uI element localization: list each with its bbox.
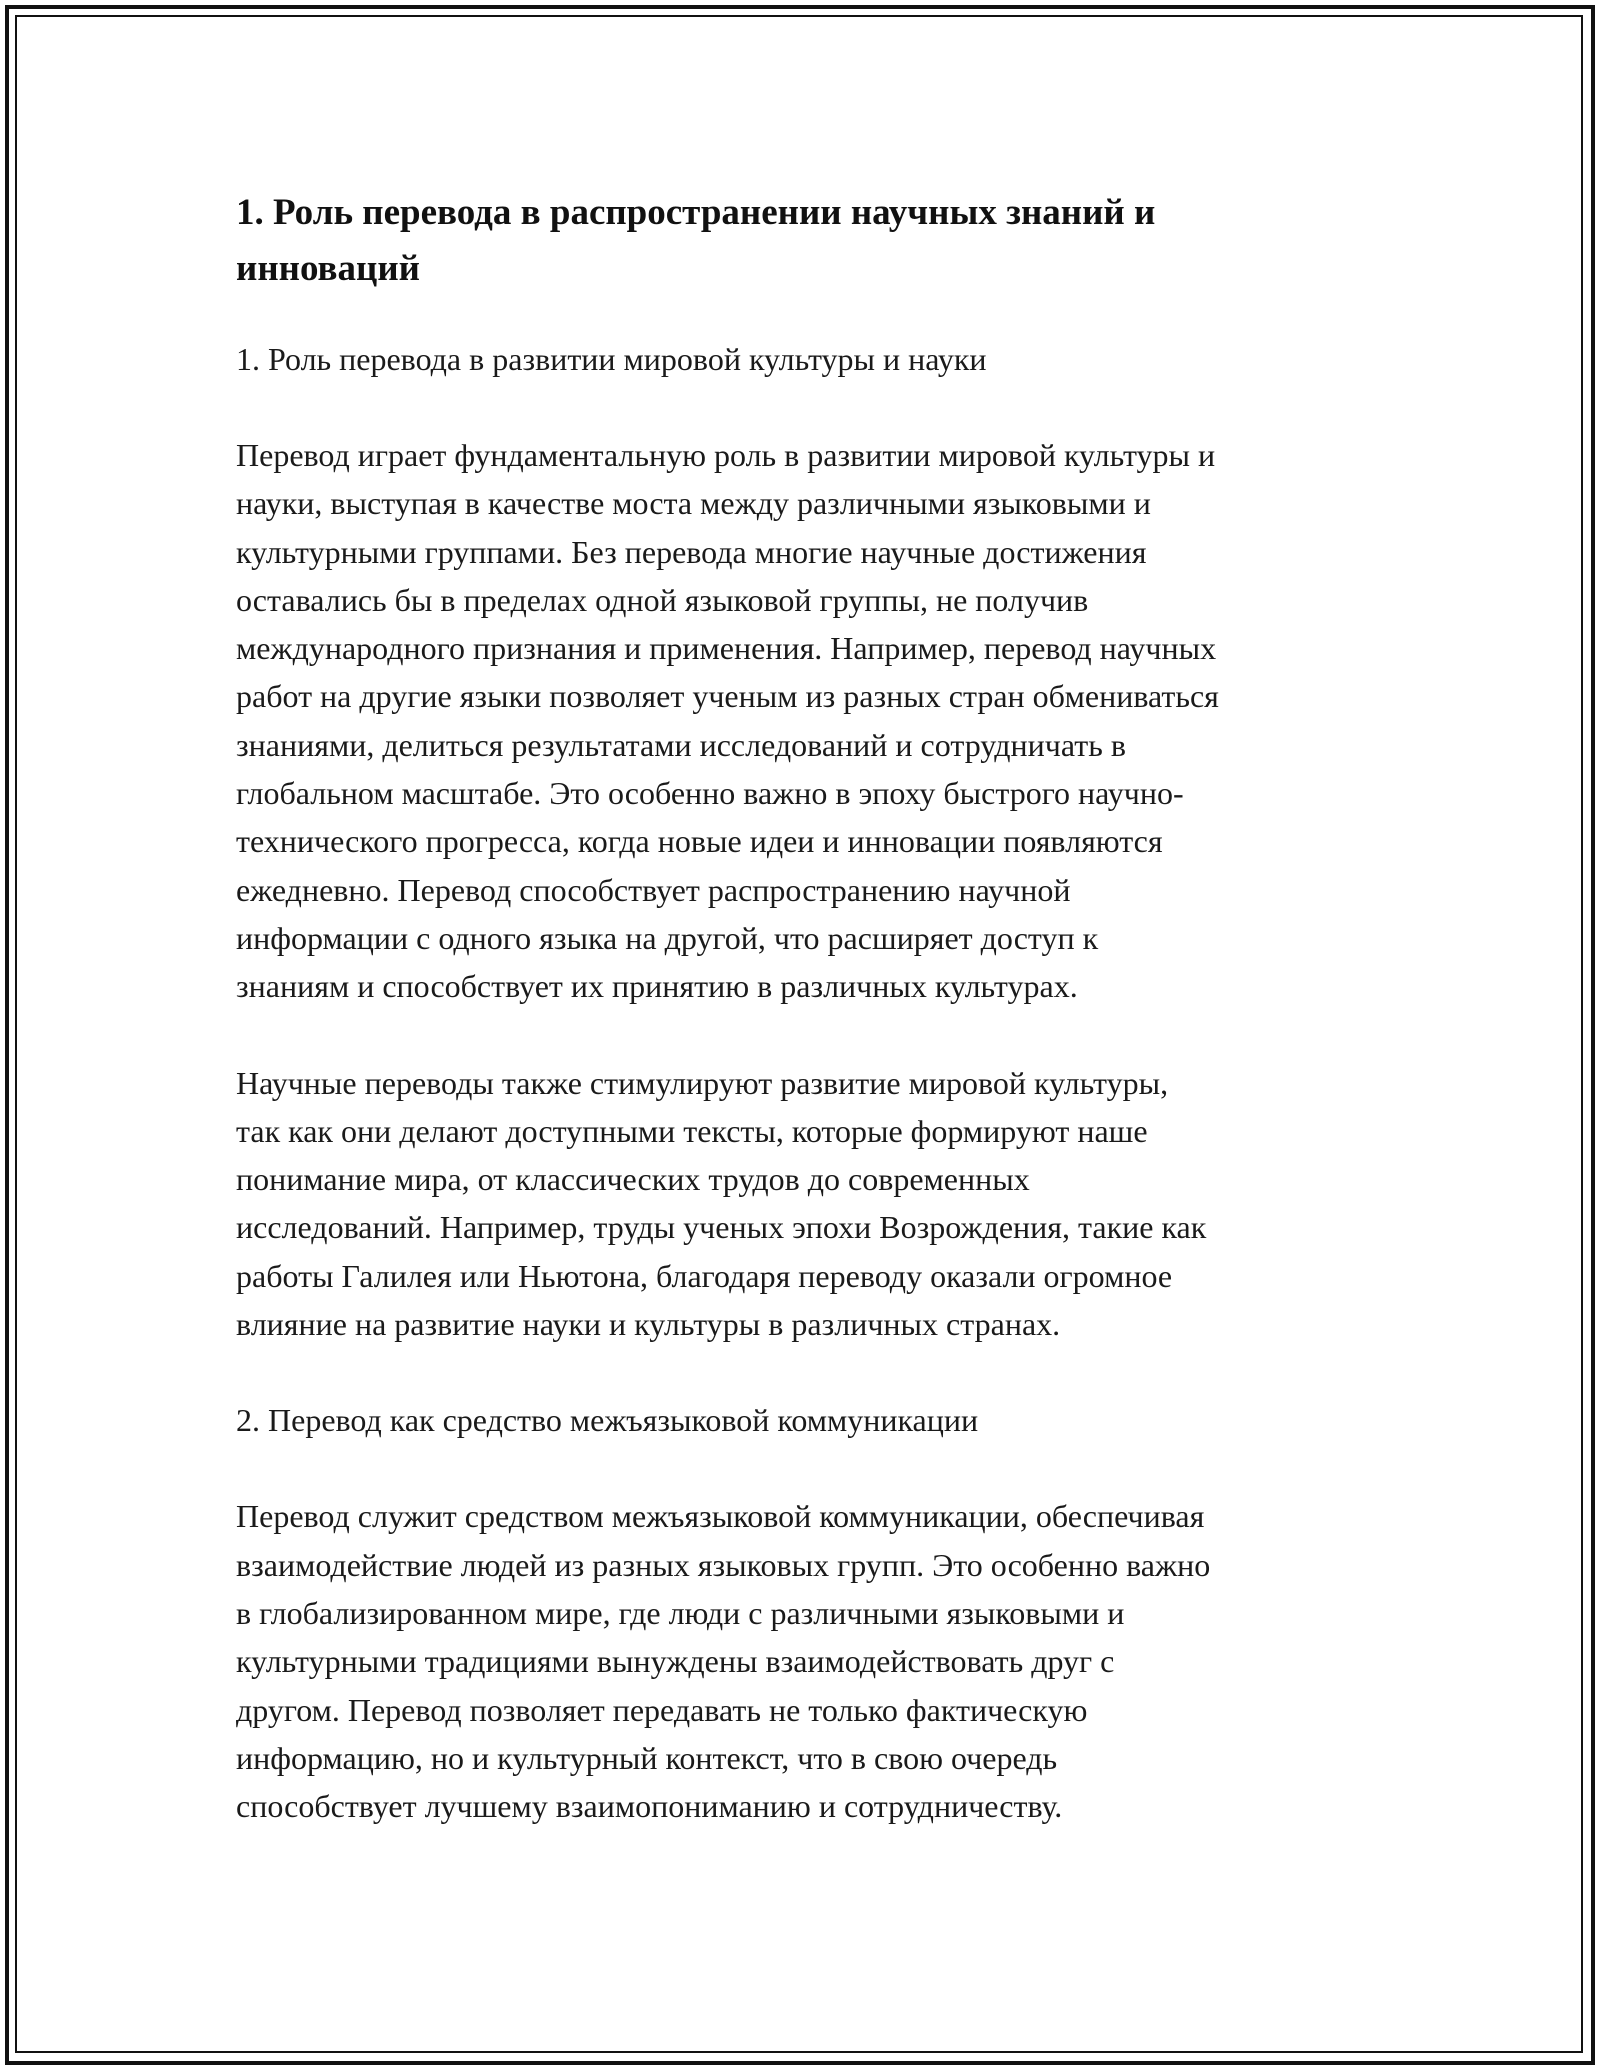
text-line: понимание мира, от классических трудов до современных [236, 1161, 1030, 1198]
section-2-paragraph-1 [236, 1492, 1386, 1830]
text-line: науки, выступая в качестве моста между различными языковыми и [236, 485, 1151, 522]
text-line: ежедневно. Перевод способствует распространению научной [236, 871, 1071, 908]
text-line: работы Галилея или Ньютона, благодаря переводу оказали огромное [236, 1257, 1173, 1294]
document-title [236, 185, 1386, 297]
text-line: влияние на развитие науки и культуры в различных странах. [236, 1306, 1061, 1343]
section-1-paragraph-1 [236, 431, 1386, 1011]
text-line: так как они делают доступными тексты, которые формируют наше [236, 1112, 1148, 1149]
text-line: технического прогресса, когда новые идеи и инновации появляются [236, 823, 1163, 860]
text-line: Перевод играет фундаментальную роль в развитии мировой культуры и [236, 437, 1216, 473]
section-1-paragraph-2 [236, 1059, 1386, 1349]
text-line: глобальном масштабе. Это особенно важно в эпоху быстрого научно- [236, 775, 1184, 812]
section-heading-2: 2. Перевод как средство межъязыковой коммуникации [236, 1402, 979, 1439]
text-line: взаимодействие людей из разных языковых групп. Это особенно важно [236, 1546, 1211, 1583]
text-line: другом. Перевод позволяет передавать не только фактическую [236, 1691, 1088, 1728]
text-line: информацию, но и культурный контекст, что в свою очередь [236, 1739, 1058, 1776]
document-title-line: 1. Роль перевода в распространении научных знаний и [236, 192, 1156, 233]
text-line: международного признания и применения. Например, перевод научных [236, 630, 1217, 667]
text-line: Перевод служит средством межъязыковой коммуникации, обеспечивая [236, 1498, 1205, 1535]
text-line: работ на другие языки позволяет ученым из разных стран обмениваться [236, 678, 1219, 715]
text-line: оставались бы в пределах одной языковой группы, не получив [236, 581, 1089, 618]
text-line: Научные переводы также стимулируют развитие мировой культуры, [236, 1064, 1169, 1101]
text-line: в глобализированном мире, где люди с различными языковыми и [236, 1594, 1125, 1631]
text-line: культурными группами. Без перевода многие научные достижения [236, 533, 1147, 570]
text-line: знаниям и способствует их принятию в различных культурах. [236, 968, 1078, 1005]
text-line: знаниями, делиться результатами исследований и сотрудничать в [236, 726, 1126, 763]
document-body [236, 185, 1386, 1878]
text-line: способствует лучшему взаимопониманию и сотрудничеству. [236, 1788, 1063, 1825]
text-line: информации с одного языка на другой, что расширяет доступ к [236, 919, 1099, 956]
document-title-line: инноваций [236, 248, 420, 289]
text-line: культурными традициями вынуждены взаимодействовать друг с [236, 1643, 1115, 1680]
text-line: исследований. Например, труды ученых эпохи Возрождения, такие как [236, 1209, 1207, 1246]
section-heading-1: 1. Роль перевода в развитии мировой культуры и науки [236, 341, 987, 377]
